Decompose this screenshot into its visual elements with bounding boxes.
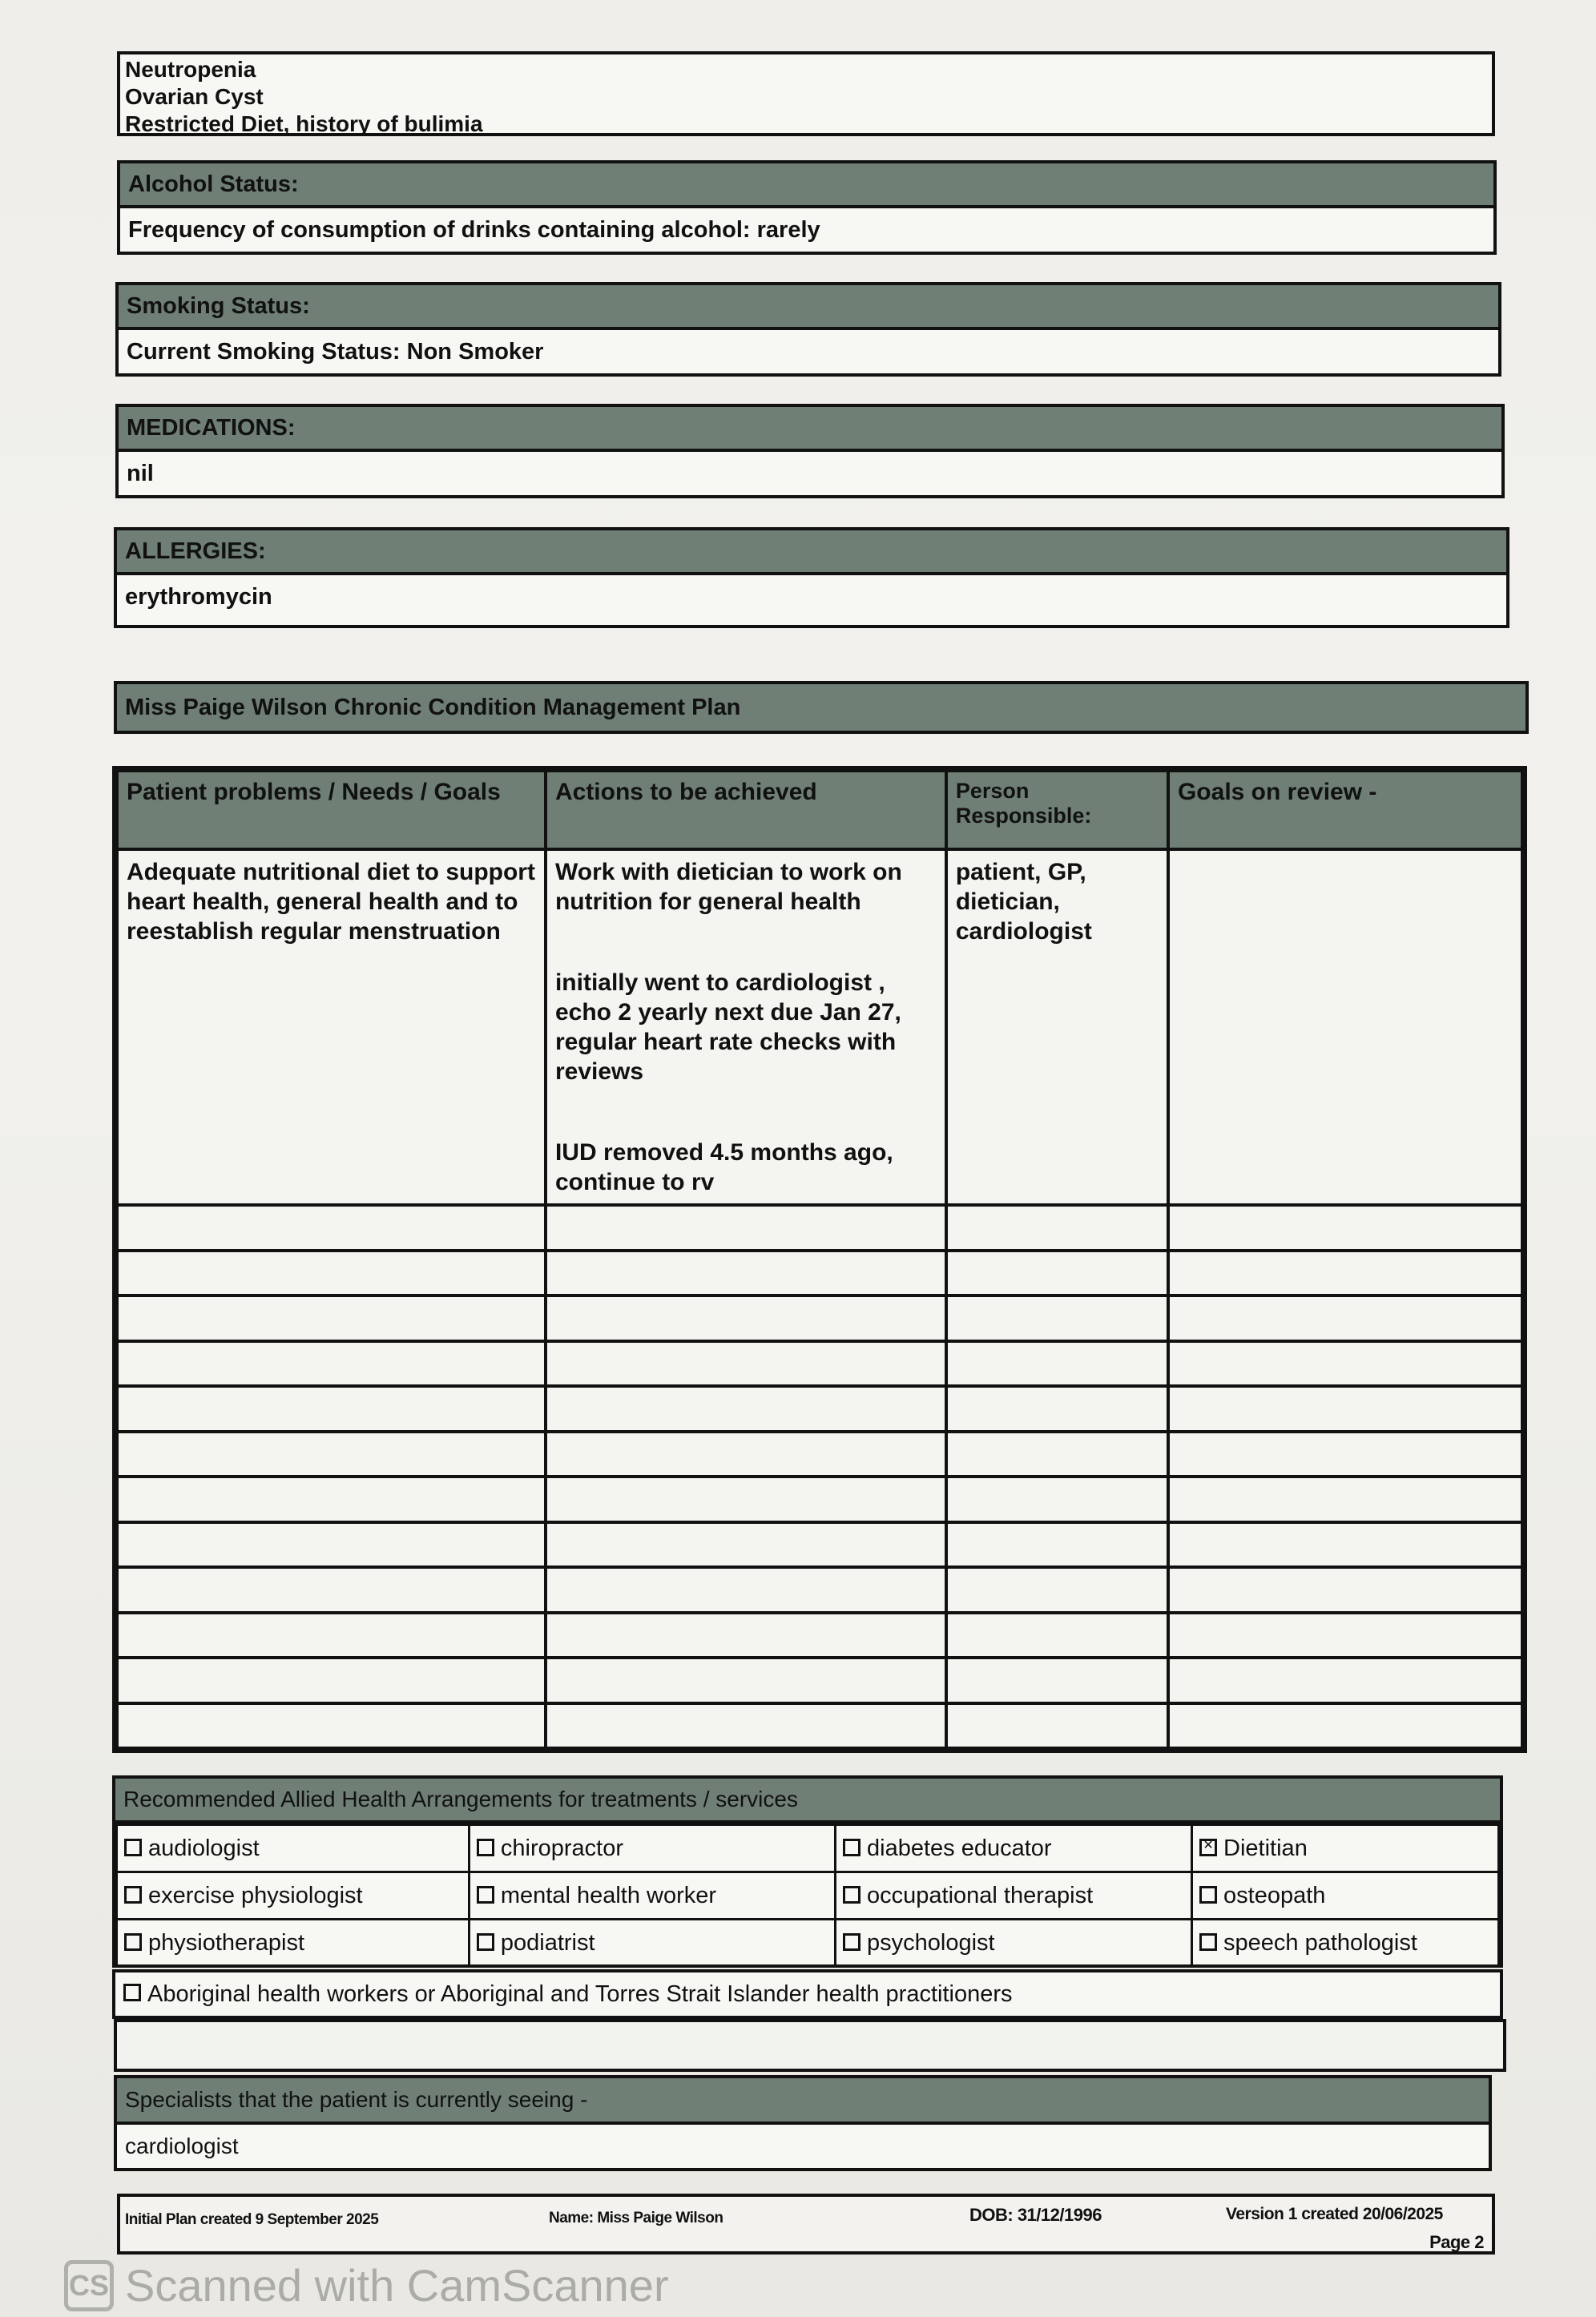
medications-value: nil [127, 460, 154, 486]
smoking-status-section [115, 282, 1501, 377]
camscanner-watermark [64, 2258, 669, 2314]
allergies-value: erythromycin [125, 583, 272, 610]
checkbox-icon[interactable] [843, 1839, 860, 1856]
empty-row [117, 1522, 1522, 1568]
conditions-list [117, 51, 1495, 136]
option-physiotherapist[interactable]: physiotherapist [117, 1920, 470, 1967]
specialists-section [114, 2075, 1492, 2171]
option-psychologist[interactable]: psychologist [836, 1920, 1192, 1967]
checkbox-icon[interactable] [843, 1886, 860, 1904]
option-exercise-physiologist[interactable]: exercise physiologist [117, 1872, 470, 1920]
checkbox-icon[interactable] [124, 1933, 142, 1951]
actions-cell [546, 849, 946, 1205]
option-osteopath[interactable]: osteopath [1192, 1872, 1499, 1920]
checkbox-icon[interactable] [843, 1933, 860, 1951]
option-audiologist[interactable]: audiologist [117, 1825, 470, 1872]
plan-title-bar [114, 681, 1529, 734]
empty-row [117, 1296, 1522, 1341]
allergies-section [114, 527, 1509, 628]
review-cell [1168, 849, 1522, 1205]
column-header-problems: Patient problems / Needs / Goals [117, 771, 546, 849]
empty-row [117, 1477, 1522, 1522]
checkbox-icon[interactable] [477, 1886, 494, 1904]
checkbox-icon[interactable] [477, 1933, 494, 1951]
empty-row [117, 1432, 1522, 1477]
aboriginal-label: Aboriginal health workers or Aboriginal and Torres Strait Islander health practitioners [147, 1981, 1013, 2007]
blank-field [114, 2019, 1506, 2072]
empty-row [117, 1386, 1522, 1432]
patient-dob: DOB: 31/12/1996 [969, 2205, 1102, 2225]
condition-item: Ovarian Cyst [125, 84, 264, 109]
option-speech-pathologist[interactable]: speech pathologist [1192, 1920, 1499, 1967]
column-header-actions: Actions to be achieved [546, 771, 946, 849]
section-heading: MEDICATIONS: [119, 407, 1501, 452]
camscanner-logo-icon: CS [64, 2260, 114, 2311]
action-item: initially went to cardiologist , echo 2 yearly next due Jan 27, regular heart rate checks with reviews [554, 969, 901, 1085]
empty-row [117, 1613, 1522, 1658]
checkbox-icon[interactable] [1199, 1886, 1217, 1904]
option-podiatrist[interactable]: podiatrist [469, 1920, 835, 1967]
condition-item: Neutropenia [125, 57, 256, 82]
action-item: IUD removed 4.5 months ago, continue to rv [554, 1139, 893, 1195]
patient-name: Name: Miss Paige Wilson [549, 2210, 723, 2226]
plan-title: Miss Paige Wilson Chronic Condition Management Plan [117, 684, 1525, 731]
alcohol-status-section [117, 160, 1497, 255]
checked-checkbox-icon[interactable] [1199, 1839, 1217, 1856]
option-diabetes-educator[interactable]: diabetes educator [836, 1825, 1192, 1872]
page-footer [117, 2194, 1495, 2255]
smoking-value: Current Smoking Status: Non Smoker [127, 338, 544, 365]
watermark-text: Scanned with CamScanner [125, 2260, 669, 2311]
section-heading: Smoking Status: [119, 285, 1498, 330]
medications-section [115, 404, 1505, 498]
table-header-row [117, 771, 1522, 849]
checkbox-icon[interactable] [124, 1886, 142, 1904]
empty-row [117, 1658, 1522, 1703]
option-dietitian[interactable]: ✕ Dietitian [1192, 1825, 1499, 1872]
specialists-value: cardiologist [125, 2134, 239, 2158]
problem-cell: Adequate nutritional diet to support heart health, general health and to reestablish regular menstruation [117, 849, 546, 1205]
section-heading: Alcohol Status: [120, 163, 1493, 208]
version-info: Version 1 created 20/06/2025 [1226, 2205, 1443, 2223]
responsible-cell: patient, GP, dietician, cardiologist [946, 849, 1168, 1205]
allied-health-section [112, 1775, 1503, 1968]
option-occupational-therapist[interactable]: occupational therapist [836, 1872, 1192, 1920]
alcohol-value: Frequency of consumption of drinks containing alcohol: rarely [128, 216, 820, 243]
option-mental-health-worker[interactable]: mental health worker [469, 1872, 835, 1920]
section-heading: Recommended Allied Health Arrangements for treatments / services [115, 1779, 1500, 1823]
empty-row [117, 1205, 1522, 1251]
checkbox-icon[interactable] [477, 1839, 494, 1856]
section-heading: ALLERGIES: [117, 530, 1506, 575]
empty-row [117, 1251, 1522, 1296]
checkbox-icon[interactable] [1199, 1933, 1217, 1951]
empty-row [117, 1567, 1522, 1613]
table-row [117, 849, 1522, 1205]
checkbox-icon[interactable] [123, 1984, 141, 2001]
initial-plan-date: Initial Plan created 9 September 2025 [125, 2211, 379, 2228]
option-aboriginal-health[interactable] [112, 1969, 1503, 2019]
checkbox-icon[interactable] [124, 1839, 142, 1856]
condition-item: Restricted Diet, history of bulimia [125, 111, 483, 136]
empty-row [117, 1703, 1522, 1749]
empty-row [117, 1341, 1522, 1387]
option-chiropractor[interactable]: chiropractor [469, 1825, 835, 1872]
action-item: Work with dietician to work on nutrition for general health [554, 859, 902, 915]
column-header-responsible: Person Responsible: [946, 771, 1168, 849]
section-heading: Specialists that the patient is currently seeing - [117, 2078, 1489, 2125]
column-header-review: Goals on review - [1168, 771, 1522, 849]
page-number: Page 2 [1429, 2232, 1484, 2252]
management-plan-table [112, 766, 1527, 1753]
allied-health-options [115, 1823, 1500, 1968]
